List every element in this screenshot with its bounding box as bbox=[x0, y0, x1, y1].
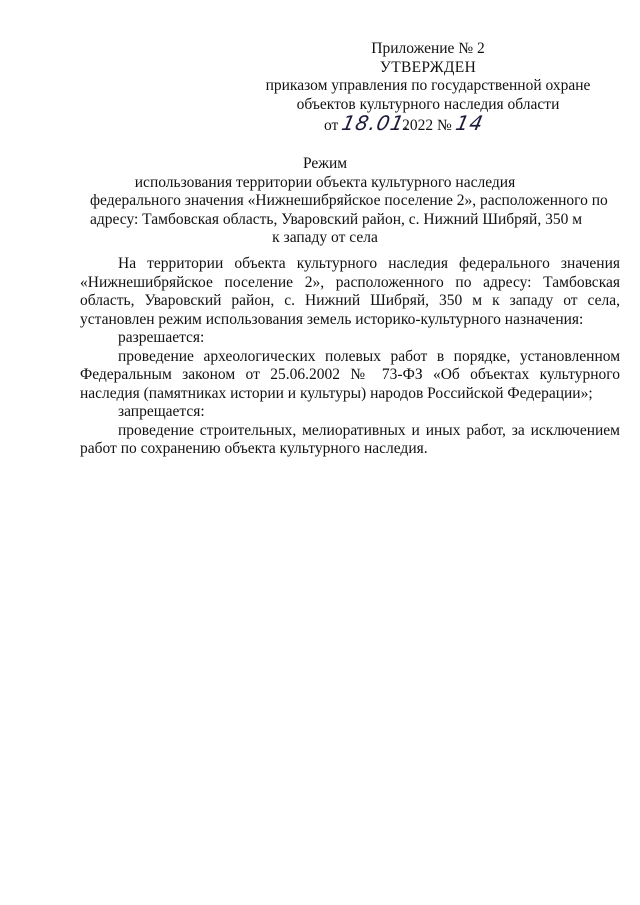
forbidden-label: запрещается: bbox=[118, 403, 205, 420]
title-line-4: адресу: Тамбовская область, Уваровский район, с. Нижний Шибряй, 350 м bbox=[90, 210, 583, 228]
title-line-3: федерального значения «Нижнешибряйское поселение 2», расположенного по bbox=[90, 192, 608, 209]
document-title bbox=[90, 155, 608, 248]
appendix-number: Приложение № 2 bbox=[371, 40, 485, 57]
order-year: 2022 № bbox=[402, 117, 452, 134]
allowed-paragraph: проведение археологических полевых работ в порядке, установленном Федеральным законом от 25.06.2002 № 73-ФЗ «Об объектах культурного наследия (памятниках истории и культуры) народов Российской Федерации»; bbox=[80, 347, 620, 402]
allowed-label: разрешается: bbox=[118, 329, 205, 346]
order-line-1: приказом управления по государственной охране bbox=[265, 77, 591, 94]
approved-heading: УТВЕРЖДЕН bbox=[379, 58, 477, 76]
intro-paragraph: На территории объекта культурного наследия федерального значения «Нижнешибряйское поселение 2», расположенного по адресу: Тамбовская область, Уваровский район, с. Нижний Шибряй, 350 м к западу от села, установлен режим использования земель историко-культурного назначения: bbox=[80, 255, 620, 328]
date-prefix: от bbox=[324, 117, 339, 134]
order-line-2: объектов культурного наследия области bbox=[296, 95, 560, 113]
title-line-2: использования территории объекта культурного наследия bbox=[134, 173, 516, 191]
title-line-1: Режим bbox=[302, 155, 348, 172]
approval-stamp-block bbox=[258, 40, 598, 136]
handwritten-order-number: 14 bbox=[453, 111, 486, 135]
title-line-5: к западу от села bbox=[272, 229, 378, 246]
forbidden-paragraph: проведение строительных, мелиоративных и иных работ, за исключением работ по сохранению объекта культурного наследия. bbox=[80, 421, 620, 457]
handwritten-date: 18.01. bbox=[339, 111, 415, 135]
order-date-line bbox=[258, 111, 598, 136]
document-body bbox=[80, 255, 620, 459]
